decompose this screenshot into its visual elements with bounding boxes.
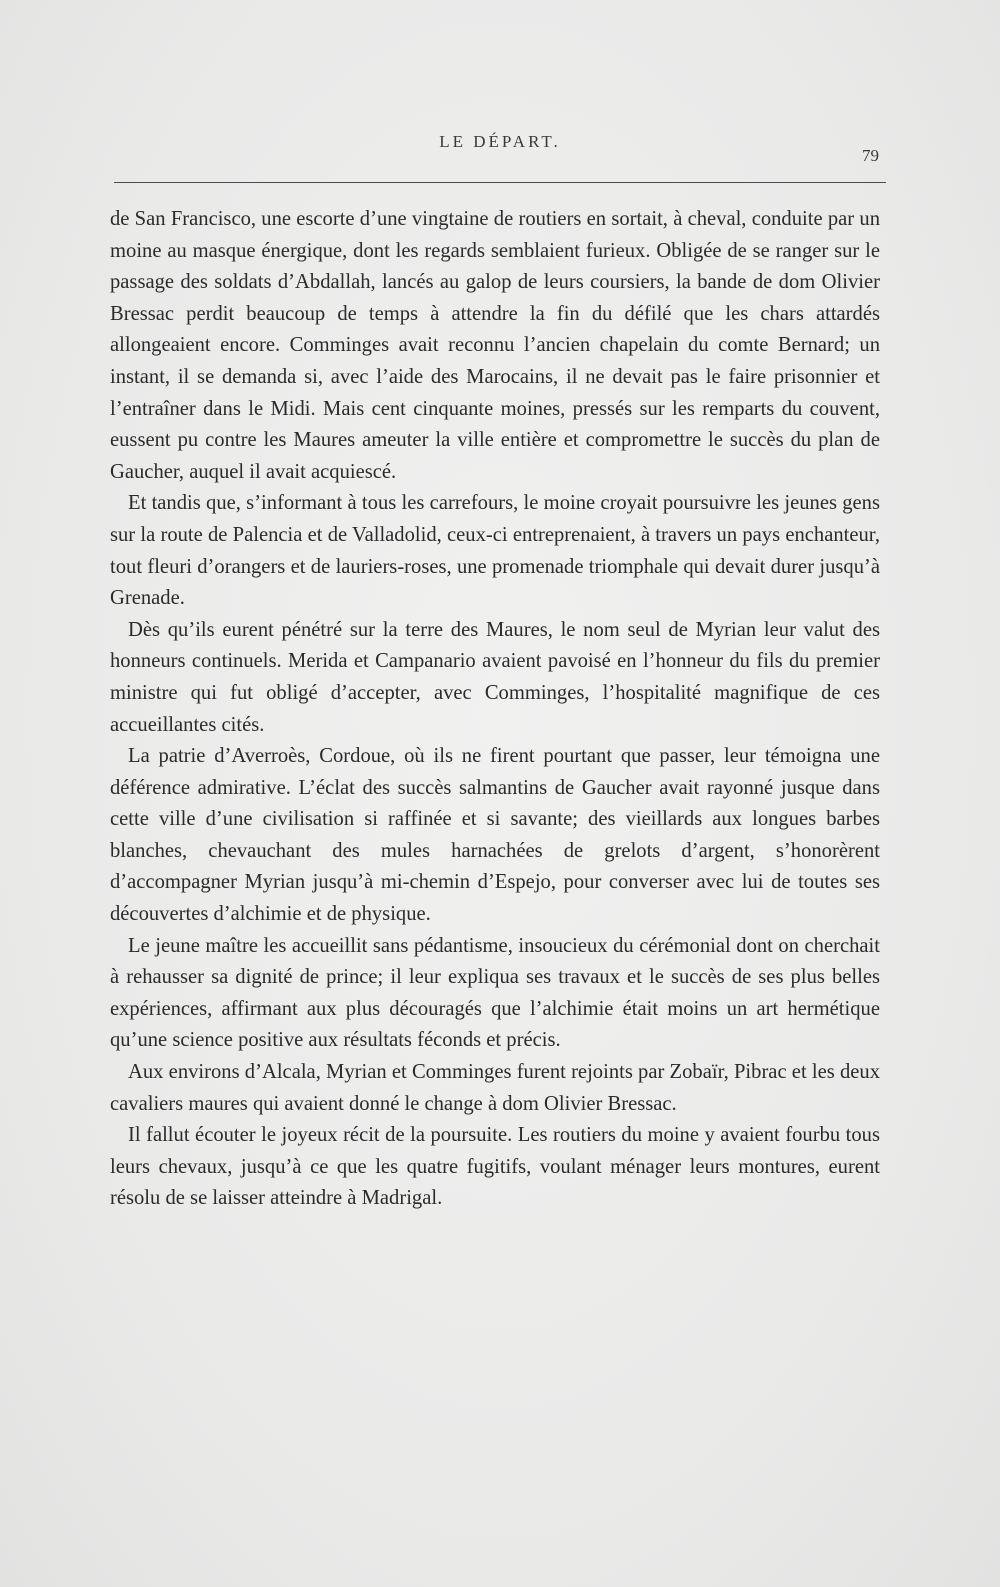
page-number: 79 [862,146,879,165]
running-title: LE DÉPART. [439,132,561,151]
header-rule [114,182,886,183]
paragraph: Il fallut écouter le joyeux récit de la poursuite. Les routiers du moine y avaient fourbu tous leurs chevaux, jusqu’à ce que les quatre fugitifs, voulant ménager leurs montures, eurent résolu de se laisser atteindre à Madrigal. [110,1124,880,1210]
body-text [110,204,880,1215]
paragraph: Dès qu’ils eurent pénétré sur la terre des Maures, le nom seul de Myrian leur valut des honneurs continuels. Merida et Campanario avaient pavoisé en l’honneur du fils du premier ministre qui fut obligé d’accepter, avec Comminges, l’hospitalité magnifique de ces accueillantes cités. [110,618,880,736]
paragraph: Le jeune maître les accueillit sans pédantisme, insoucieux du cérémonial dont on cherchait à rehausser sa dignité de prince; il leur expliqua ses travaux et le succès de ses plus belles expériences, affirmant aux plus découragés que l’alchimie était moins un art hermétique qu’une science positive aux résultats féconds et précis. [110,934,880,1052]
paragraph: Et tandis que, s’informant à tous les carrefours, le moine croyait poursuivre les jeunes gens sur la route de Palencia et de Valladolid, ceux-ci entreprenaient, à travers un pays enchanteur, tout fleuri d’orangers et de lauriers-roses, une promenade triomphale qui devait durer jusqu’à Grenade. [110,492,880,610]
paragraph: Aux environs d’Alcala, Myrian et Comminges furent rejoints par Zobaïr, Pibrac et les deux cavaliers maures qui avaient donné le change à dom Olivier Bressac. [110,1061,880,1115]
paragraph: La patrie d’Averroès, Cordoue, où ils ne firent pourtant que passer, leur témoigna une déférence admirative. L’éclat des succès salmantins de Gaucher avait rayonné jusque dans cette ville d’une civilisation si raffinée et si savante; des vieillards aux longues barbes blanches, chevauchant des mules harnachées de grelots d’argent, s’honorèrent d’accompagner Myrian jusqu’à mi-chemin d’Espejo, pour converser avec lui de toutes ses découvertes d’alchimie et de physique. [110,745,880,926]
paragraph: de San Francisco, une escorte d’une vingtaine de routiers en sortait, à cheval, conduite par un moine au masque énergique, dont les regards semblaient furieux. Obligée de se ranger sur le passage des soldats d’Abdallah, lancés au galop de leurs coursiers, la bande de dom Olivier Bressac perdit beaucoup de temps à attendre la fin du défilé que les chars attardés allongeaient encore. Comminges avait reconnu l’ancien chapelain du comte Bernard; un instant, il se demanda si, avec l’aide des Marocains, il ne devait pas le faire prisonnier et l’entraîner dans le Midi. Mais cent cinquante moines, pressés sur les remparts du couvent, eussent pu contre les Maures ameuter la ville entière et compromettre le succès du plan de Gaucher, auquel il avait acquiescé. [110,208,880,483]
